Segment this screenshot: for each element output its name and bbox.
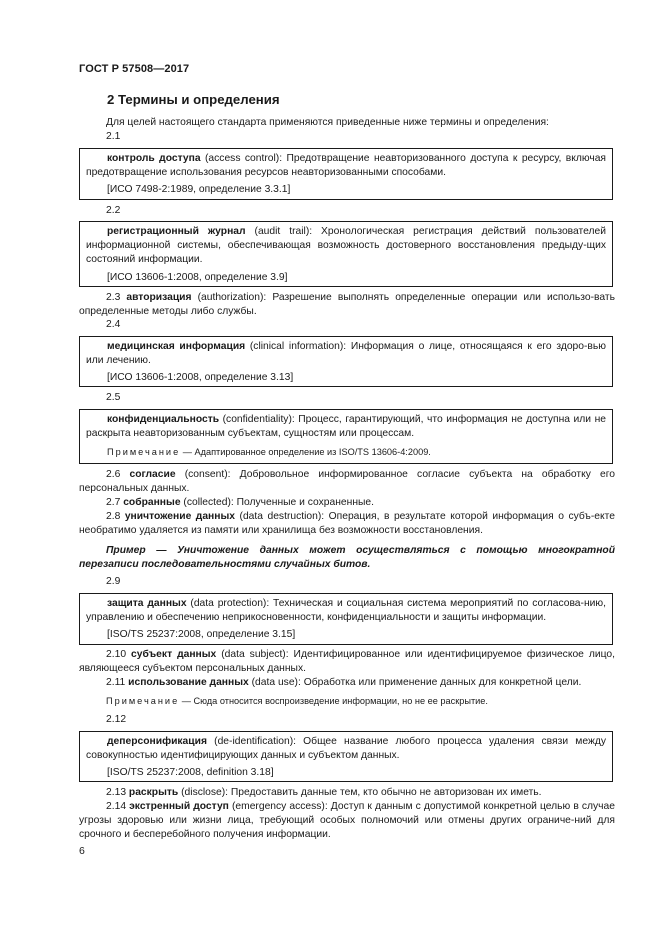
term-box-2-9 (79, 593, 613, 645)
term-name: медицинская информация (107, 341, 246, 352)
term-number: 2.13 (106, 787, 129, 798)
term-text: (consent): Добровольное информированное согласие субъекта на обработку его персональных данных. (79, 469, 615, 495)
term-text: (clinical information): Информация о лице, относящаяся к его здоро-вью или лечению. (86, 341, 606, 367)
term-paragraph-2-8 (79, 510, 615, 538)
page-number: 6 (79, 845, 85, 857)
term-paragraph-2-10 (79, 648, 615, 676)
term-text: (authorization): Разрешение выполнять определенные операции или использо-вать определенные методы либо службы. (79, 292, 615, 318)
term-number: 2.3 (106, 292, 127, 303)
term-name: согласие (129, 469, 176, 480)
term-definition (86, 152, 606, 180)
section-title: 2 Термины и определения (107, 92, 280, 107)
document-header: ГОСТ Р 57508—2017 (79, 63, 190, 75)
term-number: 2.10 (106, 649, 131, 660)
term-box-2-12 (79, 731, 613, 782)
term-definition (86, 413, 606, 441)
term-text: (access control): Предотвращение неавторизованного доступа к ресурсу, включая предотвращение использования ресурсов неавторизованными способами. (86, 153, 606, 179)
term-text: (data subject): Идентифицированное или идентифицируемое физическое лицо, являющееся субъектом персональных данных. (79, 649, 615, 675)
note-text: — Адаптированное определение из ISO/TS 13606-4:2009. (180, 447, 431, 458)
term-source: [ИСО 7498-2:1989, определение 3.3.1] (107, 184, 291, 196)
term-box-2-2 (79, 221, 613, 287)
term-box-2-1 (79, 148, 613, 200)
term-number-2-9: 2.9 (106, 576, 121, 587)
note-text: — Сюда относится воспроизведение информации, но не ее раскрытие. (179, 696, 488, 706)
term-text: (confidentiality): Процесс, гарантирующий, что информация не доступна или не раскрыта неавторизованным субъектам, сущностям или процессам. (86, 414, 606, 440)
term-paragraph-2-14 (79, 800, 615, 843)
term-number: 2.6 (106, 469, 130, 480)
term-text: (de-identification): Общее название любого процесса удаления связи между совокупностью идентифицирующих данных и субъектом данных. (86, 736, 606, 762)
term-paragraph-2-11 (79, 676, 615, 690)
term-name: регистрационный журнал (107, 226, 246, 237)
term-source: [ISO/TS 25237:2008, определение 3.15] (107, 629, 296, 641)
term-note-2-11 (106, 694, 488, 708)
term-source: [ISO/TS 25237:2008, definition 3.18] (107, 767, 274, 779)
term-number-2-12: 2.12 (106, 714, 127, 725)
term-name: использование данных (128, 677, 249, 688)
term-name: раскрыть (128, 787, 179, 798)
term-paragraph-2-3 (79, 291, 615, 319)
example-paragraph: Пример — Уничтожение данных может осуществляться с помощью многократной перезаписи последовательностями случайных битов. (79, 545, 615, 571)
term-name: экстренный доступ (129, 801, 229, 812)
term-name: собранные (123, 497, 181, 508)
term-definition (86, 340, 606, 368)
intro-paragraph: Для целей настоящего стандарта применяются приведенные ниже термины и определения: (106, 117, 549, 128)
term-name: деперсонификация (107, 736, 207, 747)
term-name: субъект данных (131, 649, 217, 660)
note-label: Примечание (107, 447, 181, 458)
term-note (86, 445, 606, 459)
term-text: (emergency access): Доступ к данным с допустимой конкретной целью в случае угрозы здоровью или жизни лица, требующий особых полномочий или отмены других ограниче-ний для срочного и бесперебойного получения информации. (79, 801, 615, 841)
term-name: конфиденциальность (107, 414, 220, 425)
term-text: (data protection): Техническая и социальная система мероприятий по согласова-нию, управлению и обеспечению неприкосновенности, конфиденциальности и защиты информации. (86, 598, 606, 624)
term-name: защита данных (107, 598, 187, 609)
term-number-2-1: 2.1 (106, 131, 121, 142)
term-number: 2.11 (106, 677, 129, 688)
term-number-2-4: 2.4 (106, 319, 121, 330)
term-name: уничтожение данных (124, 511, 236, 522)
term-source: [ИСО 13606-1:2008, определение 3.9] (107, 271, 288, 283)
term-number: 2.7 (106, 497, 124, 508)
term-name: контроль доступа (107, 153, 201, 164)
term-box-2-4 (79, 336, 613, 387)
term-paragraph-2-13 (79, 786, 615, 800)
term-paragraph-2-7 (79, 496, 615, 510)
term-number-2-2: 2.2 (106, 205, 121, 216)
term-text: (audit trail): Хронологическая регистрация действий пользователей информационной системы, обеспечивающая возможность достоверного восстановления предыду-щих состояний информации. (86, 226, 606, 266)
term-source: [ИСО 13606-1:2008, определение 3.13] (107, 372, 294, 384)
term-text: (data destruction): Операция, в результате которой информация о субъ-екте необратимо удаляется из памяти или хранилища без возможности восстановления. (79, 511, 615, 537)
term-name: авторизация (126, 292, 192, 303)
term-text: (disclose): Предоставить данные тем, кто обычно не авторизован их иметь. (178, 787, 542, 798)
term-definition (86, 597, 606, 625)
term-definition (86, 735, 606, 763)
term-text: (collected): Полученные и сохраненные. (180, 497, 375, 508)
term-definition (86, 225, 606, 268)
term-text: (data use): Обработка или применение данных для конкретной цели. (248, 677, 582, 688)
term-number: 2.8 (106, 511, 125, 522)
note-label: Примечание (106, 696, 180, 706)
term-number: 2.14 (106, 801, 130, 812)
term-number-2-5: 2.5 (106, 392, 121, 403)
term-paragraph-2-6 (79, 468, 615, 496)
term-box-2-5 (79, 409, 613, 464)
